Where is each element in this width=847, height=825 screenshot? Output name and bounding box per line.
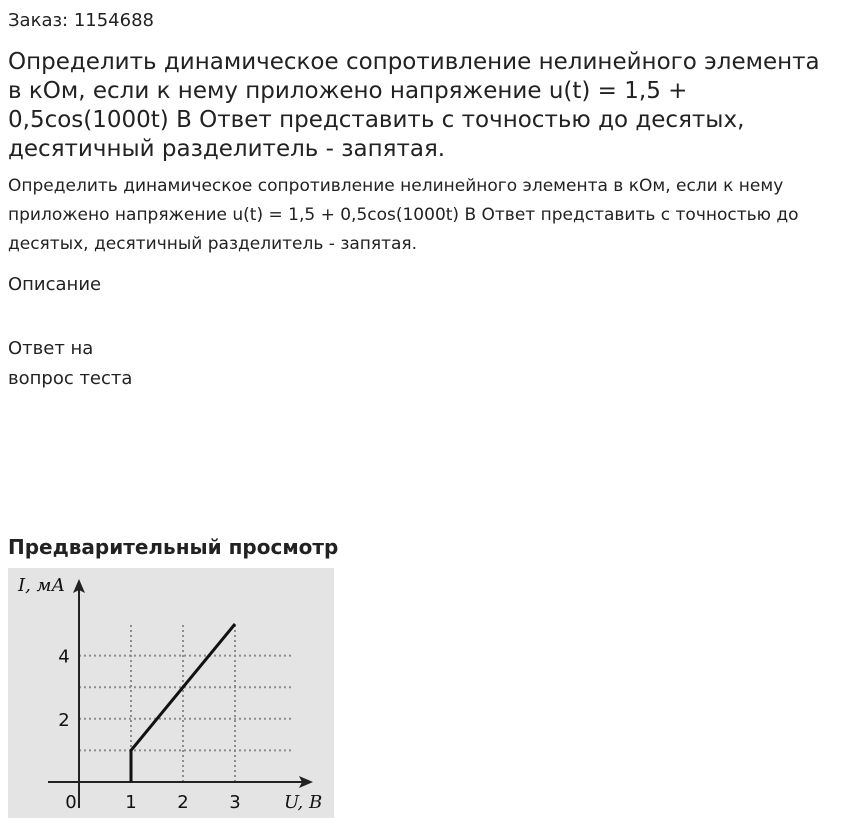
order-number: Заказ: 1154688 <box>8 10 154 31</box>
description-heading: Описание <box>8 274 102 295</box>
preview-image <box>8 568 334 818</box>
y-axis-label: I, мА <box>18 575 66 596</box>
task-title: Определить динамическое сопротивление нелинейного элемента в кОм, если к нему приложено напряжение u(t) = 1,5 + 0,5cos(1000t) В Ответ представить с точностью до десятых, десятичный разделитель - запятая. <box>8 49 820 162</box>
chart-axes <box>48 579 313 808</box>
answer-label-line1: Ответ на <box>8 338 94 359</box>
answer-label-line2: вопрос теста <box>8 368 133 389</box>
iv-chart <box>8 568 334 818</box>
x-axis-label: U, В <box>284 792 323 813</box>
y-tick-label: 4 <box>58 646 70 668</box>
x-tick-label: 2 <box>177 792 189 813</box>
chart-grid <box>79 624 292 782</box>
answer-label <box>8 334 208 394</box>
y-tick-label: 2 <box>58 709 70 731</box>
chart-series <box>131 624 235 782</box>
x-tick-label: 0 <box>65 792 77 813</box>
chart-labels <box>17 575 322 813</box>
preview-heading: Предварительный просмотр <box>8 535 339 559</box>
series-line <box>131 624 235 782</box>
task-text: Определить динамическое сопротивление нелинейного элемента в кОм, если к нему приложено напряжение u(t) = 1,5 + 0,5cos(1000t) В Ответ представить с точностью до десятых, десятичный разделитель - запятая. <box>8 176 799 254</box>
x-tick-label: 3 <box>229 792 241 813</box>
x-tick-label: 1 <box>125 792 137 813</box>
